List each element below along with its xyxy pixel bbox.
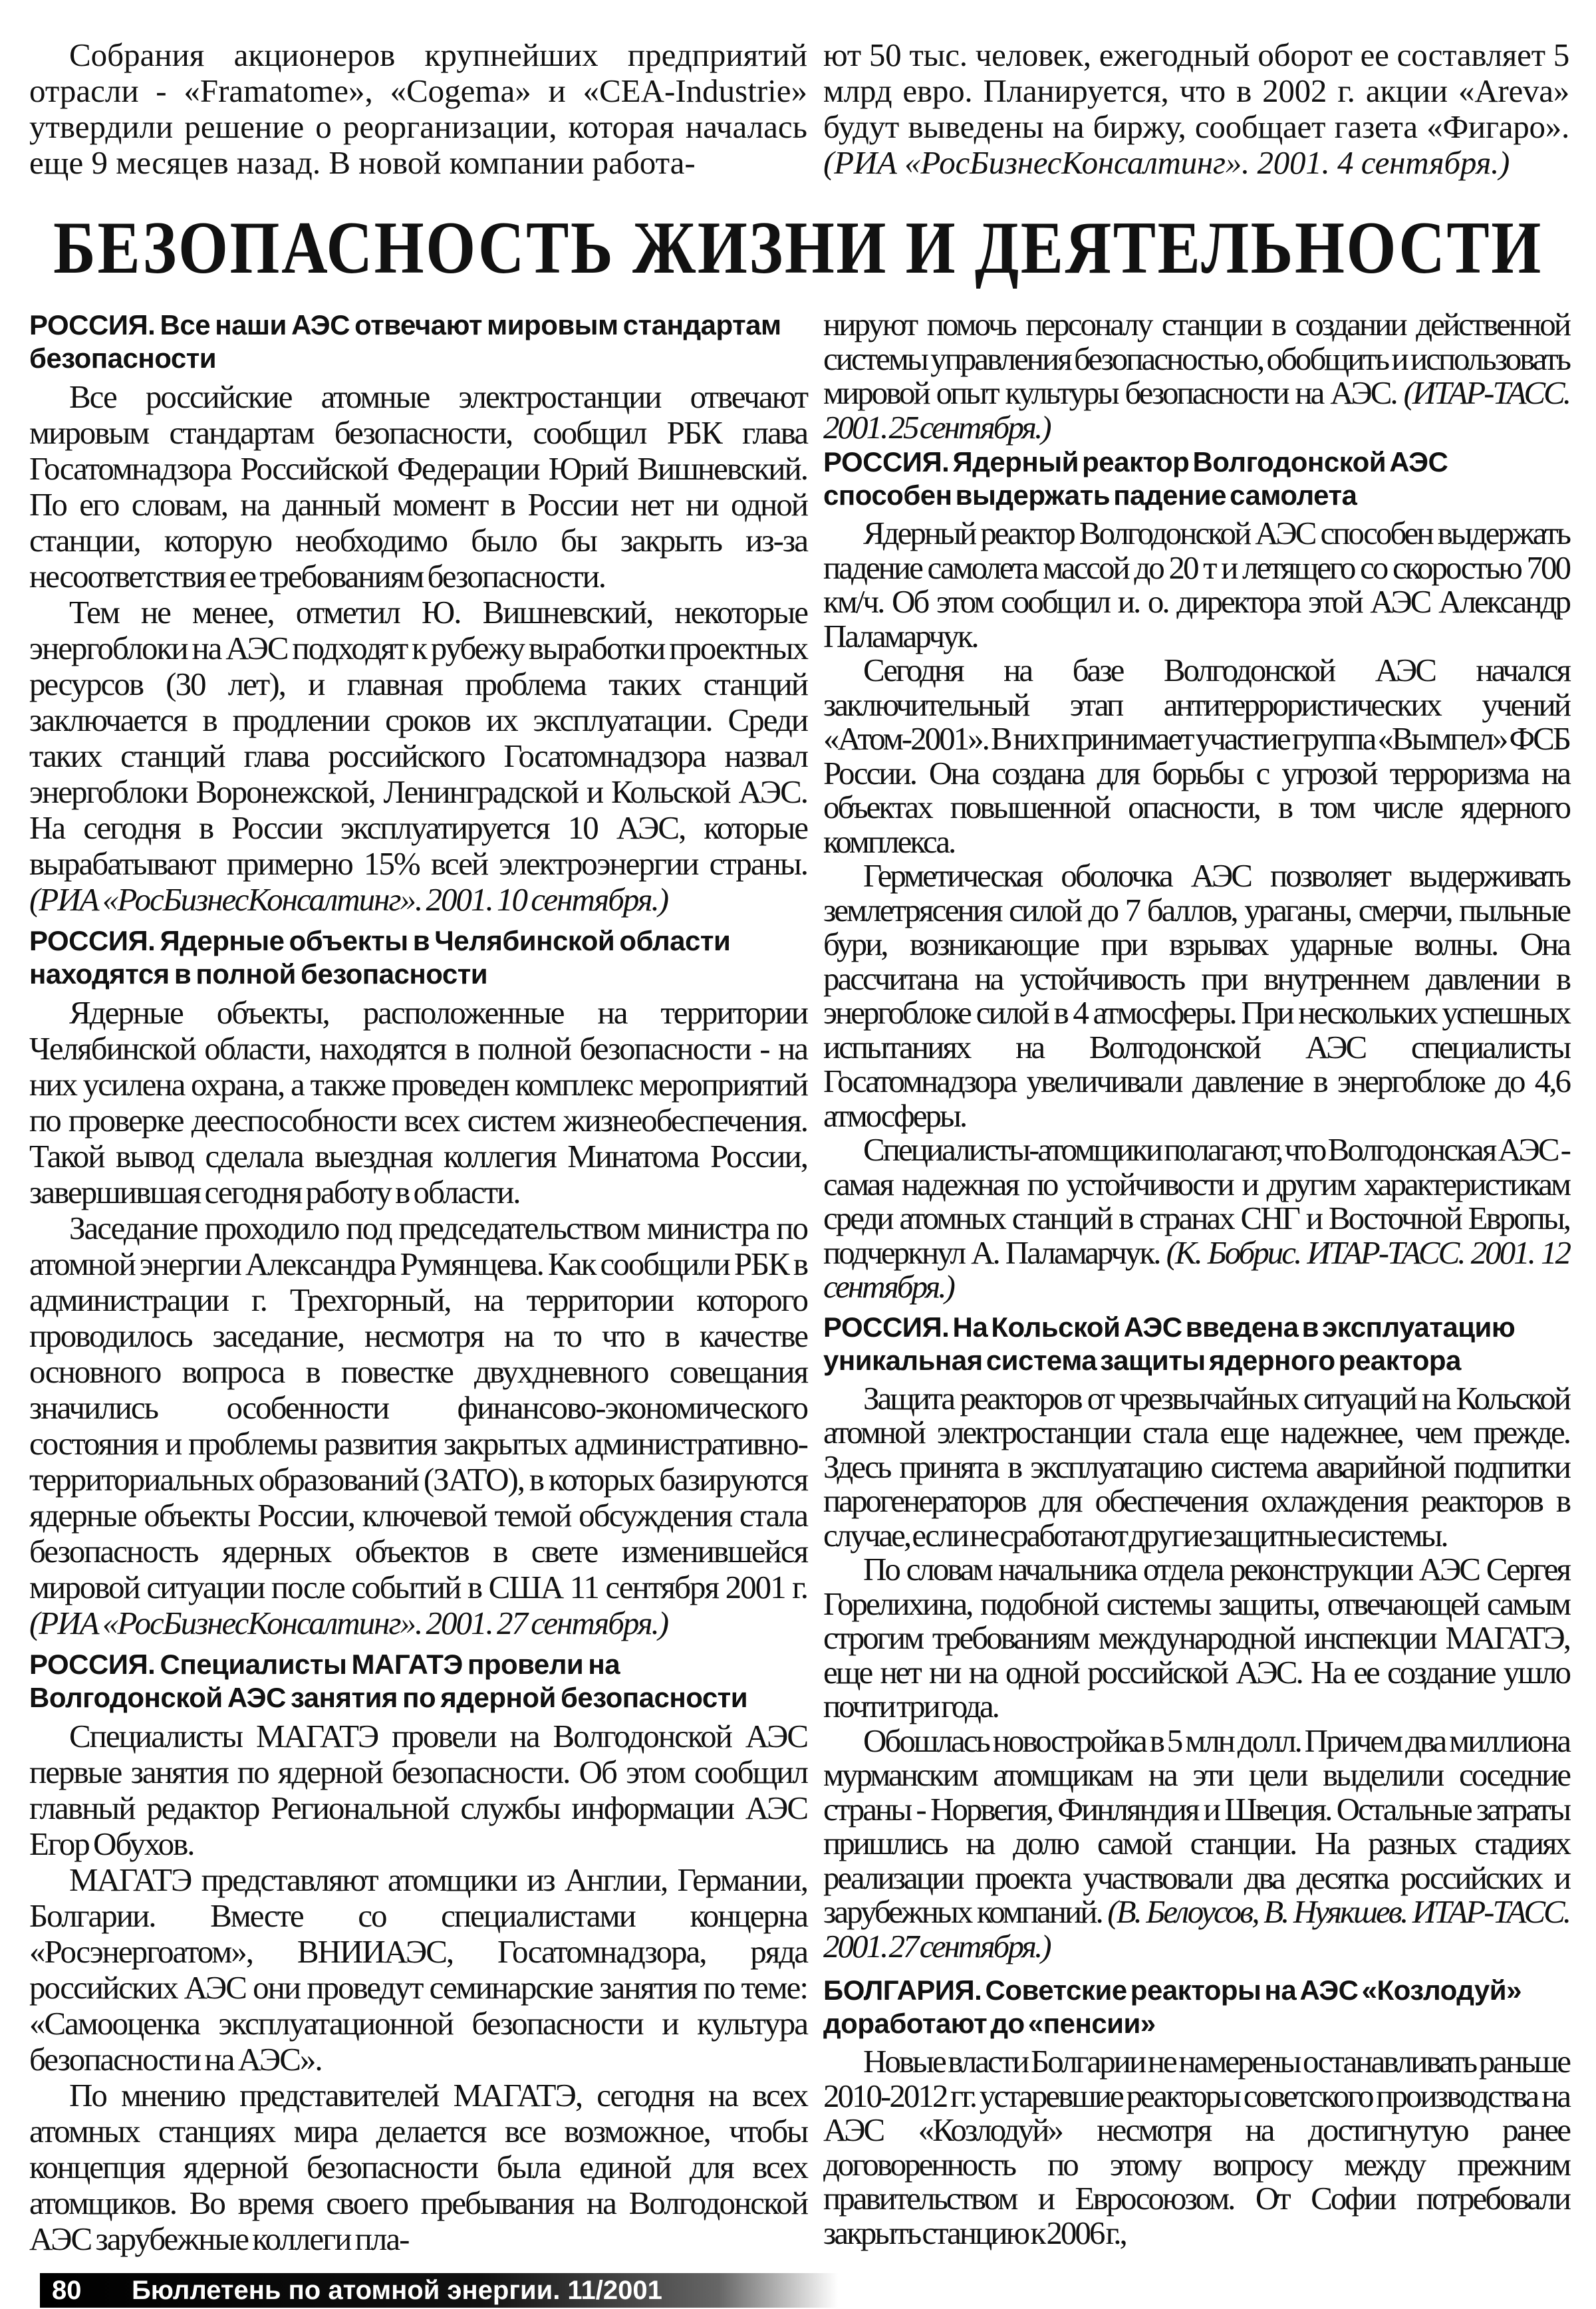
article-paragraph: Ядерный реактор Волгодонской АЭС способен выдержать падение самолета массой до 20 т и летящего со скоростью 700 км/ч. Об этом сообщил и. о. директора этой АЭС Александр Паламарчук. <box>823 515 1569 654</box>
article-paragraph: По мнению представителей МАГАТЭ, сегодня на всех атомных станциях мира делается все возможное, чтобы концепция ядерной безопасности была единой для всех атомщиков. Во время своего пребывания на Волгодонской АЭС зарубежные коллеги пла- <box>29 2077 807 2257</box>
article-paragraph: Новые власти Болгарии не намерены останавливать раньше 2010-2012 гг. устаревшие реакторы советского производства на АЭС «Козлодуй» несмотря на достигнутую ранее договоренность по этому вопросу между прежним правительством и Евросоюзом. От Софии потребовали закрыть станцию к 2006 г., <box>823 2043 1569 2251</box>
article-paragraph: Сегодня на базе Волгодонской АЭС начался заключительный этап антитеррористических учений «Атом-2001». В них принимает участие группа «Вымпел» ФСБ России. Она создана для борьбы с угрозой терроризма на объектах повышенной опасности, в том числе ядерного комплекса. <box>823 652 1569 860</box>
intro-left <box>29 37 807 181</box>
article-paragraph: Защита реакторов от чрезвычайных ситуаций на Кольской атомной электростанции стала еще надежнее, чем прежде. Здесь принята в эксплуатацию система аварийной подпитки парогенераторов для обеспечения охлаждения реакторов в случае, если не сработают другие защитные системы. <box>823 1379 1569 1554</box>
article-paragraph: Специалисты МАГАТЭ провели на Волгодонской АЭС первые занятия по ядерной безопасности. Об этом сообщил главный редактор Региональной службы информации АЭС Егор Обухов. <box>29 1718 807 1862</box>
article-headline: РОССИЯ. Все наши АЭС отвечают мировым стандартам безопасности <box>29 309 781 374</box>
left-column <box>29 307 807 2257</box>
intro-paragraph <box>823 37 1569 181</box>
article-paragraph: Все российские атомные электростанции отвечают мировым стандартам безопасности, сообщил РБК глава Госатомнадзора Российской Федерации Юрий Вишневский. По его словам, на данный момент в России нет ни одной станции, которую необходимо было бы закрыть из-за несоответствия ее требованиям безопасности. <box>29 378 807 595</box>
journal-name: Бюллетень по атомной энергии. 11/2001 <box>132 2276 662 2305</box>
source-citation: (К. Бобрис. ИТАР-ТАСС. 2001. 12 сентября.) <box>823 1234 1569 1305</box>
article-paragraph <box>29 1210 807 1641</box>
article-paragraph <box>823 1133 1569 1304</box>
source-citation: (РИА «РосБизнесКонсалтинг». 2001. 4 сентября.) <box>823 144 1510 181</box>
article-paragraph: Герметическая оболочка АЭС позволяет выдерживать землетрясения силой до 7 баллов, ураганы, смерчи, пыльные бури, возникающие при взрывах ударные волны. Она рассчитана на устойчивость при внутреннем давлении в энергоблоке силой в 4 атмосферы. При нескольких успешных испытаниях на Волгодонской АЭС специалисты Госатомнадзора увеличивали давление в энергоблоке до 4,6 атмосферы. <box>823 857 1569 1134</box>
source-citation: (РИА «РосБизнесКонсалтинг». 2001. 27 сентября.) <box>29 1605 668 1641</box>
page-footer <box>40 2273 838 2308</box>
section-title-bar <box>0 205 1596 291</box>
source-citation: (ИТАР-ТАСС. 2001. 25 сентября.) <box>823 374 1569 446</box>
article-paragraph: МАГАТЭ представляют атомщики из Англии, Германии, Болгарии. Вместе со специалистами концерна «Росэнергоатом», ВНИИАЭС, Госатомнадзора, ряда российских АЭС они проведут семинарские занятия по теме: «Самооценка эксплуатационной безопасности и культура безопасности на АЭС». <box>29 1861 807 2078</box>
right-column <box>823 307 1569 2250</box>
article-headline: РОССИЯ. На Кольской АЭС введена в эксплуатацию уникальная система защиты ядерного реактора <box>823 1311 1516 1376</box>
intro-text: ют 50 тыс. человек, ежегодный оборот ее составляет 5 млрд евро. Планируется, что в 2002 г. акции «Areva» будут выведены на биржу, сообщает газета «Фигаро». <box>823 37 1569 145</box>
article-paragraph <box>823 1724 1569 1964</box>
article-paragraph-continued <box>823 307 1569 444</box>
section-title: БЕЗОПАСНОСТЬ ЖИЗНИ И ДЕЯТЕЛЬНОСТИ <box>53 207 1543 289</box>
article-headline: РОССИЯ. Ядерный реактор Волгодонской АЭС способен выдержать падение самолета <box>823 446 1448 511</box>
paragraph-text: Заседание проходило под председательством министра по атомной энергии Александра Румянцева. Как сообщили РБК в администрации г. Трехгорный, на территории которого проводилось заседание, несмотря на то что в качестве основного вопроса в повестке двухдневного совещания значились особенности финансово-экономического состояния и проблемы развития закрытых административно-территориальных образований (ЗАТО), в которых базируются ядерные объекты России, ключевой темой обсуждения стала безопасность ядерных объектов в свете изменившейся мировой ситуации после событий в США 11 сентября 2001 г. <box>29 1210 807 1605</box>
paragraph-text: Обошлась новостройка в 5 млн долл. Причем два миллиона мурманским атомщикам на эти цели выделили соседние страны - Норвегия, Финляндия и Швеция. Остальные затраты пришлись на долю самой станции. На разных стадиях реализации проекта участвовали два десятка российских и зарубежных компаний. <box>823 1722 1569 1930</box>
intro-paragraph: Собрания акционеров крупнейших предприятий отрасли - «Framatome», «Cogema» и «CEA-Industrie» утвердили решение о реорганизации, которая началась еще 9 месяцев назад. В новой компании работа- <box>29 37 807 181</box>
article-headline: БОЛГАРИЯ. Советские реакторы на АЭС «Козлодуй» доработают до «пенсии» <box>823 1974 1522 2039</box>
article-headline: РОССИЯ. Специалисты МАГАТЭ провели на Волгодонской АЭС занятия по ядерной безопасности <box>29 1649 748 1713</box>
article-paragraph <box>29 595 807 918</box>
article-paragraph: Ядерные объекты, расположенные на территории Челябинской области, находятся в полной безопасности - на них усилена охрана, а также проведен комплекс мероприятий по проверке дееспособности всех систем жизнеобеспечения. Такой вывод сделала выездная коллегия Минатома России, завершившая сегодня работу в области. <box>29 994 807 1210</box>
source-citation: (В. Белоусов, В. Нуякшев. ИТАР-ТАСС. 2001. 27 сентября.) <box>823 1893 1569 1965</box>
article-headline: РОССИЯ. Ядерные объекты в Челябинской области находятся в полной безопасности <box>29 925 731 990</box>
intro-right <box>823 37 1569 181</box>
source-citation: (РИА «РосБизнесКонсалтинг». 2001. 10 сентября.) <box>29 881 668 918</box>
paragraph-text: нируют помочь персоналу станции в создании действенной системы управления безопасностью, обобщить и использовать мировой опыт культуры безопасности на АЭС. <box>823 306 1569 411</box>
paragraph-text: Тем не менее, отметил Ю. Вишневский, некоторые энергоблоки на АЭС подходят к рубежу выработки проектных ресурсов (30 лет), и главная проблема таких станций заключается в продлении сроков их эксплуатации. Среди таких станций глава российского Госатомнадзора назвал энергоблоки Воронежской, Ленинградской и Кольской АЭС. На сегодня в России эксплуатируется 10 АЭС, которые вырабатывают примерно 15% всей электроэнергии страны. <box>29 594 807 882</box>
page-number: 80 <box>52 2276 82 2305</box>
article-paragraph: По словам начальника отдела реконструкции АЭС Сергея Горелихина, подобной системы защиты, отвечающей самым строгим требованиям международной инспекции МАГАТЭ, еще нет ни на одной российской АЭС. На ее создание ушло почти три года. <box>823 1551 1569 1724</box>
paragraph-text: Специалисты-атомщики полагают, что Волгодонская АЭС - самая надежная по устойчивости и другим характеристикам среди атомных станций в странах СНГ и Восточной Европы, подчеркнул А. Паламарчук. <box>823 1131 1569 1271</box>
